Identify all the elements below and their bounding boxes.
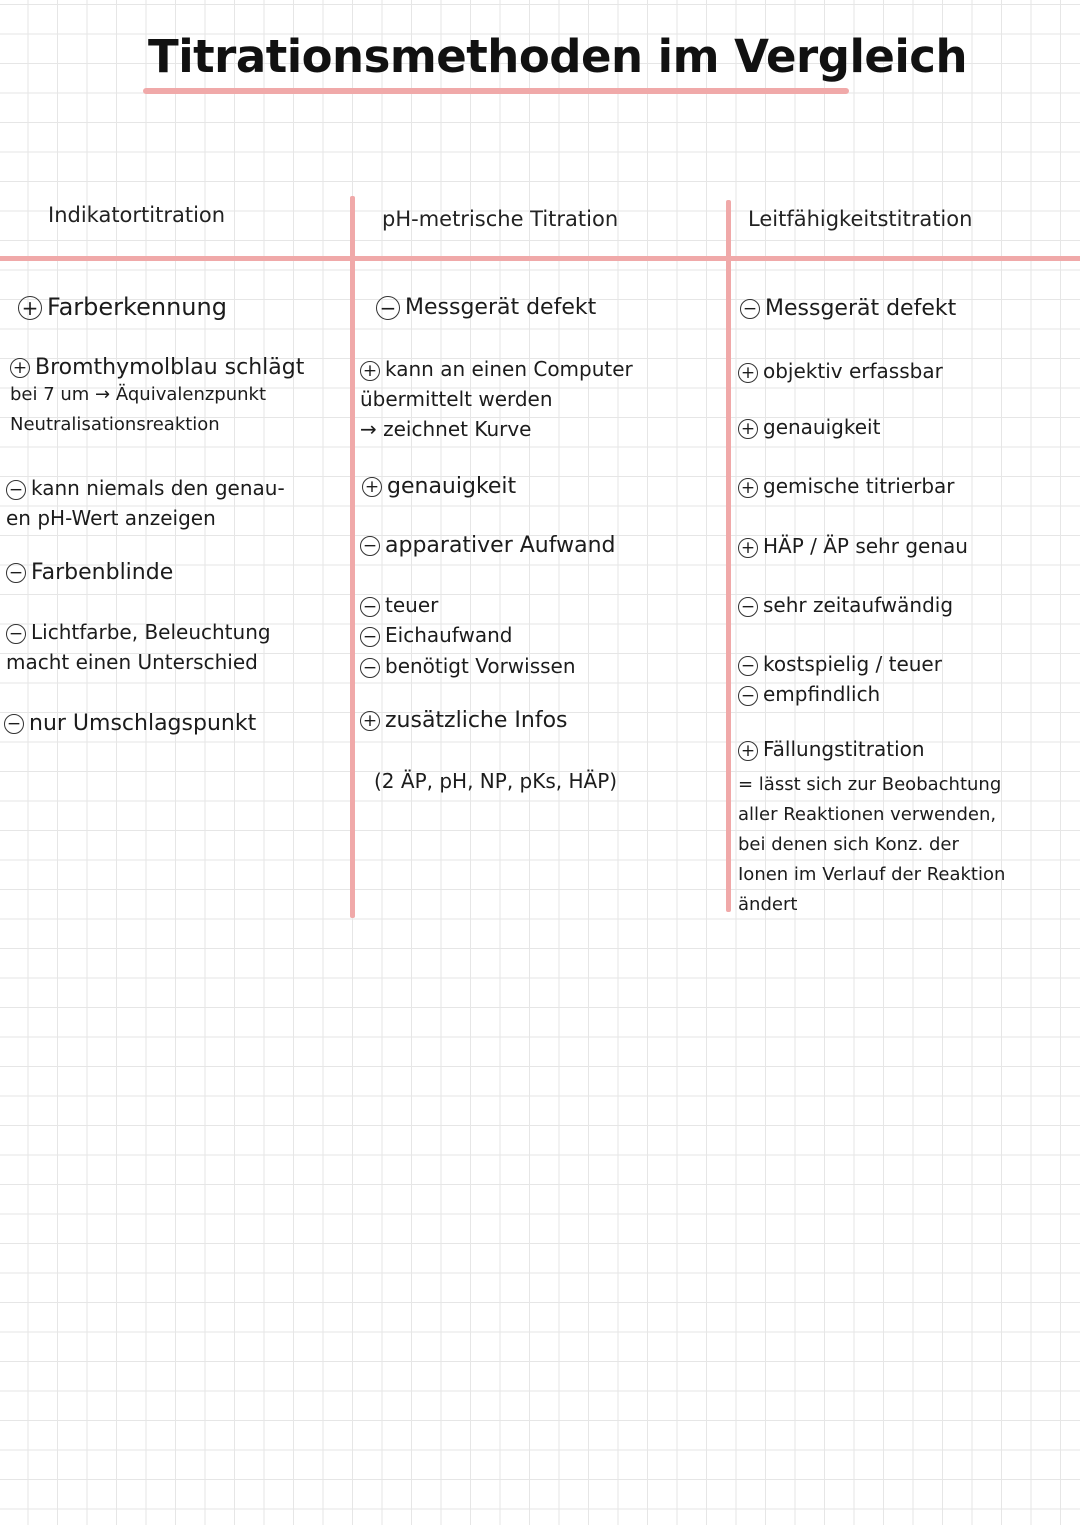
plus-icon: + bbox=[10, 358, 30, 378]
list-item bbox=[360, 620, 512, 650]
minus-icon: − bbox=[360, 536, 380, 556]
column-heading-ph: pH-metrische Titration bbox=[382, 207, 619, 231]
entry-text: Neutralisationsreaktion bbox=[10, 414, 220, 435]
header-divider bbox=[0, 256, 1080, 261]
entry-text: benötigt Vorwissen bbox=[385, 654, 576, 678]
entry-text: genauigkeit bbox=[763, 415, 881, 439]
list-item bbox=[6, 617, 271, 677]
minus-icon: − bbox=[6, 563, 26, 583]
entry-text: sehr zeitaufwändig bbox=[763, 593, 954, 617]
column-heading-leitfaehigkeit: Leitfähigkeitstitration bbox=[748, 207, 973, 231]
entry-text: Messgerät defekt bbox=[405, 295, 597, 320]
title-underline bbox=[143, 88, 849, 94]
column-heading-indikator: Indikatortitration bbox=[48, 203, 226, 227]
list-item bbox=[738, 679, 880, 709]
plus-icon: + bbox=[738, 478, 758, 498]
entry-text: teuer bbox=[385, 593, 439, 617]
entry-text: kann an einen Computer bbox=[385, 357, 633, 381]
minus-icon: − bbox=[360, 627, 380, 647]
list-item bbox=[360, 354, 633, 444]
list-item bbox=[738, 734, 925, 764]
minus-icon: − bbox=[738, 597, 758, 617]
minus-icon: − bbox=[738, 656, 758, 676]
list-item bbox=[738, 471, 955, 501]
entry-text: = lässt sich zur Beobachtung bbox=[738, 774, 1002, 795]
plus-icon: + bbox=[738, 363, 758, 383]
page-title: Titrationsmethoden im Vergleich bbox=[148, 30, 968, 83]
plus-icon: + bbox=[360, 711, 380, 731]
list-item bbox=[6, 560, 173, 585]
list-item bbox=[360, 533, 615, 558]
entry-text: en pH-Wert anzeigen bbox=[6, 506, 216, 530]
list-item bbox=[738, 590, 953, 620]
minus-icon: − bbox=[6, 624, 26, 644]
list-item bbox=[360, 651, 576, 681]
entry-text: kann niemals den genau- bbox=[31, 476, 285, 500]
minus-icon: − bbox=[376, 296, 400, 320]
list-item bbox=[738, 770, 1005, 920]
plus-icon: + bbox=[738, 419, 758, 439]
list-item bbox=[738, 356, 943, 386]
entry-text: kostspielig / teuer bbox=[763, 652, 942, 676]
list-item bbox=[376, 295, 596, 320]
list-item bbox=[738, 649, 942, 679]
entry-text: nur Umschlagspunkt bbox=[29, 711, 257, 736]
plus-icon: + bbox=[738, 538, 758, 558]
entry-text: aller Reaktionen verwenden, bbox=[738, 804, 997, 825]
entry-text: Lichtfarbe, Beleuchtung bbox=[31, 620, 271, 644]
minus-icon: − bbox=[4, 714, 24, 734]
list-item bbox=[4, 711, 256, 736]
list-item bbox=[374, 766, 617, 796]
entry-text: Eichaufwand bbox=[385, 623, 513, 647]
list-item bbox=[360, 590, 438, 620]
entry-text: bei denen sich Konz. der bbox=[738, 834, 959, 855]
entry-text: macht einen Unterschied bbox=[6, 650, 258, 674]
entry-text: gemische titrierbar bbox=[763, 474, 955, 498]
entry-text: Bromthymolblau schlägt bbox=[35, 355, 305, 380]
entry-text: Ionen im Verlauf der Reaktion bbox=[738, 864, 1006, 885]
entry-text: bei 7 um → Äquivalenzpunkt bbox=[10, 384, 267, 405]
entry-text: genauigkeit bbox=[387, 474, 517, 499]
entry-text: zusätzliche Infos bbox=[385, 708, 568, 733]
list-item bbox=[740, 296, 956, 321]
list-item bbox=[6, 473, 285, 533]
list-item bbox=[738, 531, 968, 561]
entry-text: ändert bbox=[738, 894, 798, 915]
entry-text: (2 ÄP, pH, NP, pKs, HÄP) bbox=[374, 769, 618, 793]
entry-text: Messgerät defekt bbox=[765, 296, 957, 321]
entry-text: HÄP / ÄP sehr genau bbox=[763, 534, 968, 558]
list-item bbox=[18, 293, 227, 321]
entry-text: übermittelt werden bbox=[360, 387, 553, 411]
plus-icon: + bbox=[18, 296, 42, 320]
list-item bbox=[10, 355, 304, 440]
list-item bbox=[738, 412, 880, 442]
column-divider-2 bbox=[726, 200, 731, 912]
minus-icon: − bbox=[360, 658, 380, 678]
minus-icon: − bbox=[738, 686, 758, 706]
plus-icon: + bbox=[360, 361, 380, 381]
plus-icon: + bbox=[362, 477, 382, 497]
minus-icon: − bbox=[6, 480, 26, 500]
entry-text: objektiv erfassbar bbox=[763, 359, 943, 383]
list-item bbox=[362, 474, 516, 499]
minus-icon: − bbox=[740, 299, 760, 319]
entry-text: empfindlich bbox=[763, 682, 881, 706]
entry-text: apparativer Aufwand bbox=[385, 533, 616, 558]
plus-icon: + bbox=[738, 741, 758, 761]
column-divider-1 bbox=[350, 196, 355, 918]
list-item bbox=[360, 708, 568, 733]
entry-text: → zeichnet Kurve bbox=[360, 417, 532, 441]
entry-text: Farberkennung bbox=[47, 293, 227, 321]
minus-icon: − bbox=[360, 597, 380, 617]
entry-text: Farbenblinde bbox=[31, 560, 174, 585]
entry-text: Fällungstitration bbox=[763, 737, 925, 761]
